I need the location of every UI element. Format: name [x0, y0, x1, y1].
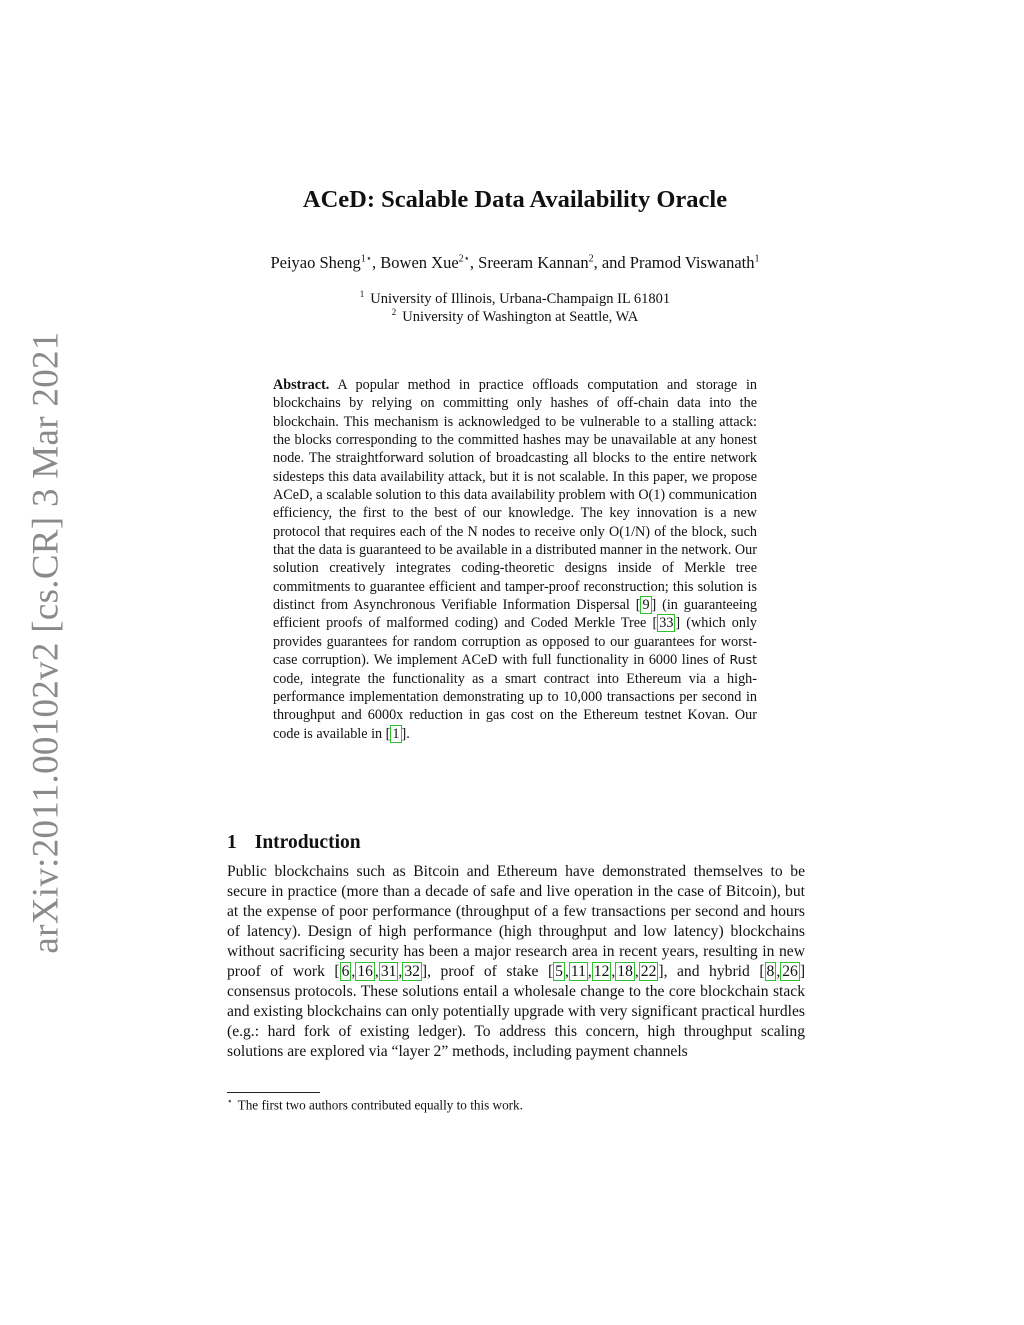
- affiliation-text: University of Washington at Seattle, WA: [402, 308, 639, 325]
- citation-link[interactable]: 32: [404, 963, 420, 980]
- author-name: Sreeram Kannan: [478, 253, 589, 272]
- footnote-text: The first two authors contributed equally to this work.: [237, 1097, 523, 1113]
- author-separator: ,: [372, 253, 381, 272]
- abstract-text: code, integrate the functionality as a smart contract into Ethereum via a high-performance implementation demonstrating up to 10,000 transactions per second in throughput and 6000x reduction in gas cost on the Ethereum testnet Kovan. Our code is available in: [273, 670, 757, 742]
- footnote-mark: ⋆: [227, 1096, 233, 1106]
- citation-link[interactable]: 6: [341, 963, 350, 980]
- citation-link[interactable]: 26: [782, 963, 798, 980]
- footnote: [227, 1096, 523, 1113]
- intro-text: consensus protocols. These solutions entail a wholesale change to the core blockchain stack and existing blockchains can only potentially upgrade with very significant practical hurdles (e.g.: hard fork of existing ledger). To address this concern, high throughput scaling solutions are explored via “layer 2” methods, including payment channels: [227, 983, 805, 1060]
- author-mark: 1: [754, 253, 760, 265]
- citation-link[interactable]: 8: [766, 963, 775, 980]
- section-title: Introduction: [254, 832, 361, 853]
- citation-link[interactable]: 16: [357, 963, 373, 980]
- author-name: Bowen Xue: [380, 253, 459, 272]
- abstract-text: .: [406, 725, 410, 742]
- author-list: [0, 253, 1024, 273]
- footnote-rule: [227, 1092, 320, 1093]
- abstract-label: Abstract.: [273, 377, 330, 393]
- intro-text: , and hybrid: [663, 963, 750, 980]
- arxiv-sidebar: [22, 331, 70, 954]
- citation-link[interactable]: 9: [642, 597, 650, 614]
- author-name: Peiyao Sheng: [270, 253, 361, 272]
- author-separator: , and: [593, 253, 630, 272]
- abstract-text: (which only provides guarantees for random corruption as opposed to our guarantees for worst-case corruption). We implement ACeD with full functionality in 6000 lines of: [273, 615, 758, 669]
- affiliation-mark: 2: [391, 307, 397, 317]
- arxiv-identifier: arXiv:2011.00102v2 [cs.CR] 3 Mar 2021: [25, 331, 67, 954]
- affiliation-2: [0, 307, 1024, 326]
- section-heading: [227, 832, 361, 854]
- author-separator: ,: [469, 253, 479, 272]
- citation-link[interactable]: 31: [380, 963, 397, 980]
- citation-link[interactable]: 5: [555, 963, 563, 980]
- paper-title: ACeD: Scalable Data Availability Oracle: [302, 186, 728, 213]
- affiliation-1: [0, 289, 1024, 308]
- citation-link[interactable]: 1: [392, 725, 400, 742]
- author-mark: 2⋆: [458, 253, 470, 265]
- section-number: 1: [227, 832, 237, 853]
- abstract: Abstract. A popular method in practice offloads computation and storage in blockchains by relying on committing only hashes of off-chain data into the blockchain. This mechanism is acknowledged to be vulnerable to a stalling attack: the blocks corresponding to the committed hashes may be unavailable at any honest node. The straightforward solution of broadcasting all blocks to the entire network sidesteps this data availability attack, but it is not scalable. In this paper, we propose ACeD, a scalable solution to this data availability problem with O(1) communication efficiency, the first to the best of our knowledge. The key innovation is a new protocol that requires each of the N nodes to receive only O(1/N) of the block, such that the data is guaranteed to be available in a distributed manner in the network. Our solution creatively integrates coding-theoretic designs inside of Merkle tree commitments to guarantee efficient and tamper-proof reconstruction; this solution is distinct from Asynchronous Verifiable Information Dispersal [ 9 ] (in guaranteeing efficient proofs of malformed coding) and Coded Merkle Tree [ 33 ] (which only provides guarantees for random corruption as opposed to our guarantees for worst-case corruption). We implement ACeD with full functionality in 6000 lines of Rust code, integrate the functionality as a smart contract into Ethereum via a high-performance implementation demonstrating up to 10,000 transactions per second in throughput and 6000x reduction in gas cost on the Ethereum testnet Kovan. Our code is available in [ 1 ].: [273, 377, 758, 742]
- abstract-text: (in guaranteeing efficient proofs of malformed coding) and Coded Merkle Tree: [273, 597, 758, 632]
- intro-text: proof of stake: [440, 963, 539, 980]
- citation-link[interactable]: 22: [640, 963, 657, 980]
- citation-link[interactable]: 33: [659, 615, 674, 632]
- citation-link[interactable]: 18: [617, 963, 633, 980]
- affiliation-text: University of Illinois, Urbana-Champaign IL 61801: [370, 290, 671, 307]
- rust-keyword: Rust: [729, 652, 758, 668]
- author-name: Pramod Viswanath: [629, 253, 755, 272]
- intro-text: Public blockchains such as Bitcoin and Ethereum have demonstrated themselves to be secure in practice (more than a decade of safe and live operation in the case of Bitcoin), but at the expense of poor performance (throughput of a few transactions per second and hours of latency). Design of high performance (high throughput and low latency) blockchains without sacrificing security has been a major research area in recent years, resulting in new proof of work: [227, 863, 805, 980]
- affiliation-mark: 1: [359, 289, 365, 299]
- abstract-text: A popular method in practice offloads computation and storage in blockchains by relying on committing only hashes of off-chain data into the blockchain. This mechanism is acknowledged to be vulnerable to a stalling attack: the blocks corresponding to the committed hashes may be unavailable at any honest node. The straightforward solution of broadcasting all blocks to the entire network sidesteps this data availability attack, but it is not scalable. In this paper, we propose ACeD, a scalable solution to this data availability problem with O(1) communication efficiency, the first to the best of our knowledge. The key innovation is a new protocol that requires each of the N nodes to receive only O(1/N) of the block, such that the data is guaranteed to be available in a distributed manner in the network. Our solution creatively integrates coding-theoretic designs inside of Merkle tree commitments to guarantee efficient and tamper-proof reconstruction; this solution is distinct from Asynchronous Verifiable Information Dispersal: [273, 377, 757, 614]
- citation-link[interactable]: 11: [570, 963, 586, 980]
- author-mark: 2: [588, 253, 594, 265]
- citation-link[interactable]: 12: [593, 963, 610, 980]
- author-mark: 1⋆: [360, 253, 373, 265]
- introduction-paragraph: Public blockchains such as Bitcoin and Ethereum have demonstrated themselves to be secure in practice (more than a decade of safe and live operation in the case of Bitcoin), but at the expense of poor performance (throughput of a few transactions per second and hours of latency). Design of high performance (high throughput and low latency) blockchains without sacrificing security has been a major research area in recent years, resulting in new proof of work [ 6 , 16 , 31 , 32 ], proof of stake [ 5 , 11 , 12 , 18 , 22 ], and hybrid [ 8 , 26 ] consensus protocols. These solutions entail a wholesale change to the core blockchain stack and existing blockchains can only potentially upgrade with very significant practical hurdles (e.g.: hard fork of existing ledger). To address this concern, high throughput scaling solutions are explored via “layer 2” methods, including payment channels: [227, 863, 806, 1060]
